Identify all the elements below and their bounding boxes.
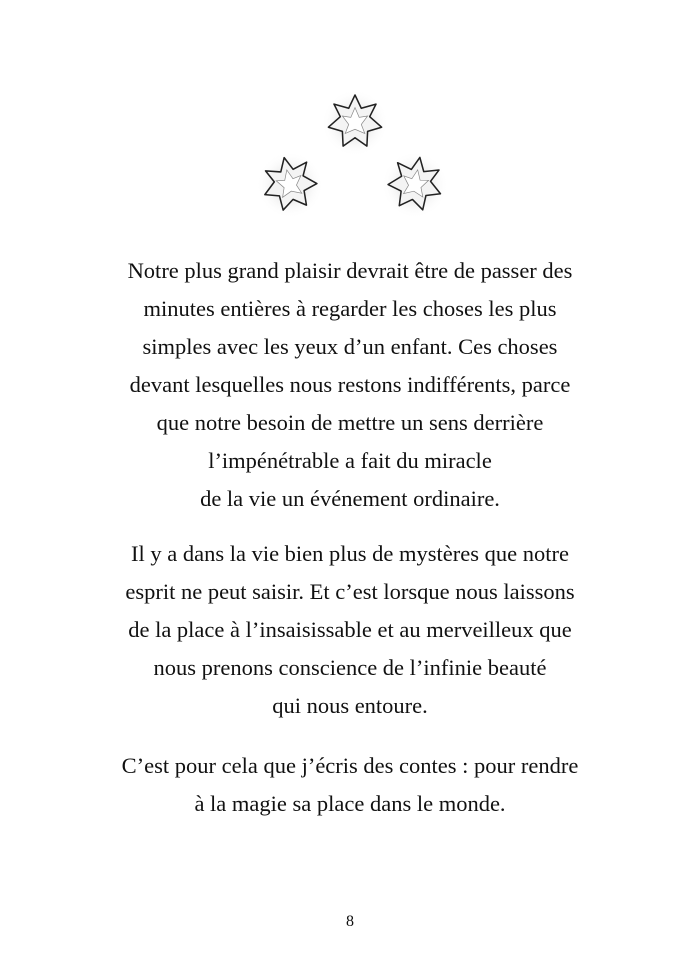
star-top-icon [320,88,390,158]
paragraph-1 [60,252,640,518]
star-right-icon [380,150,450,220]
text-line: l’impénétrable a fait du miracle [208,448,492,473]
text-line: à la magie sa place dans le monde. [194,791,506,816]
text-line: que notre besoin de mettre un sens derrière [156,410,544,435]
text-line: devant lesquelles nous restons indifférents, parce [129,372,571,397]
page-number: 8 [346,913,354,930]
text-line: esprit ne peut saisir. Et c’est lorsque nous laissons [125,579,575,604]
text-line: simples avec les yeux d’un enfant. Ces choses [142,334,558,359]
text-line: Notre plus grand plaisir devrait être de passer des [127,258,573,283]
text-line: de la vie un événement ordinaire. [200,486,500,511]
text-line: qui nous entoure. [272,693,428,718]
star-left-icon [255,150,325,220]
paragraph-2 [60,535,640,725]
stars-illustration [250,88,450,228]
text-line: Il y a dans la vie bien plus de mystères que notre [130,541,569,566]
text-line: minutes entières à regarder les choses les plus [143,296,557,321]
text-line: C’est pour cela que j’écris des contes : pour rendre [121,753,579,778]
text-line: de la place à l’insaisissable et au merveilleux que [128,617,572,642]
text-line: nous prenons conscience de l’infinie beauté [153,655,547,680]
paragraph-3 [60,747,640,823]
